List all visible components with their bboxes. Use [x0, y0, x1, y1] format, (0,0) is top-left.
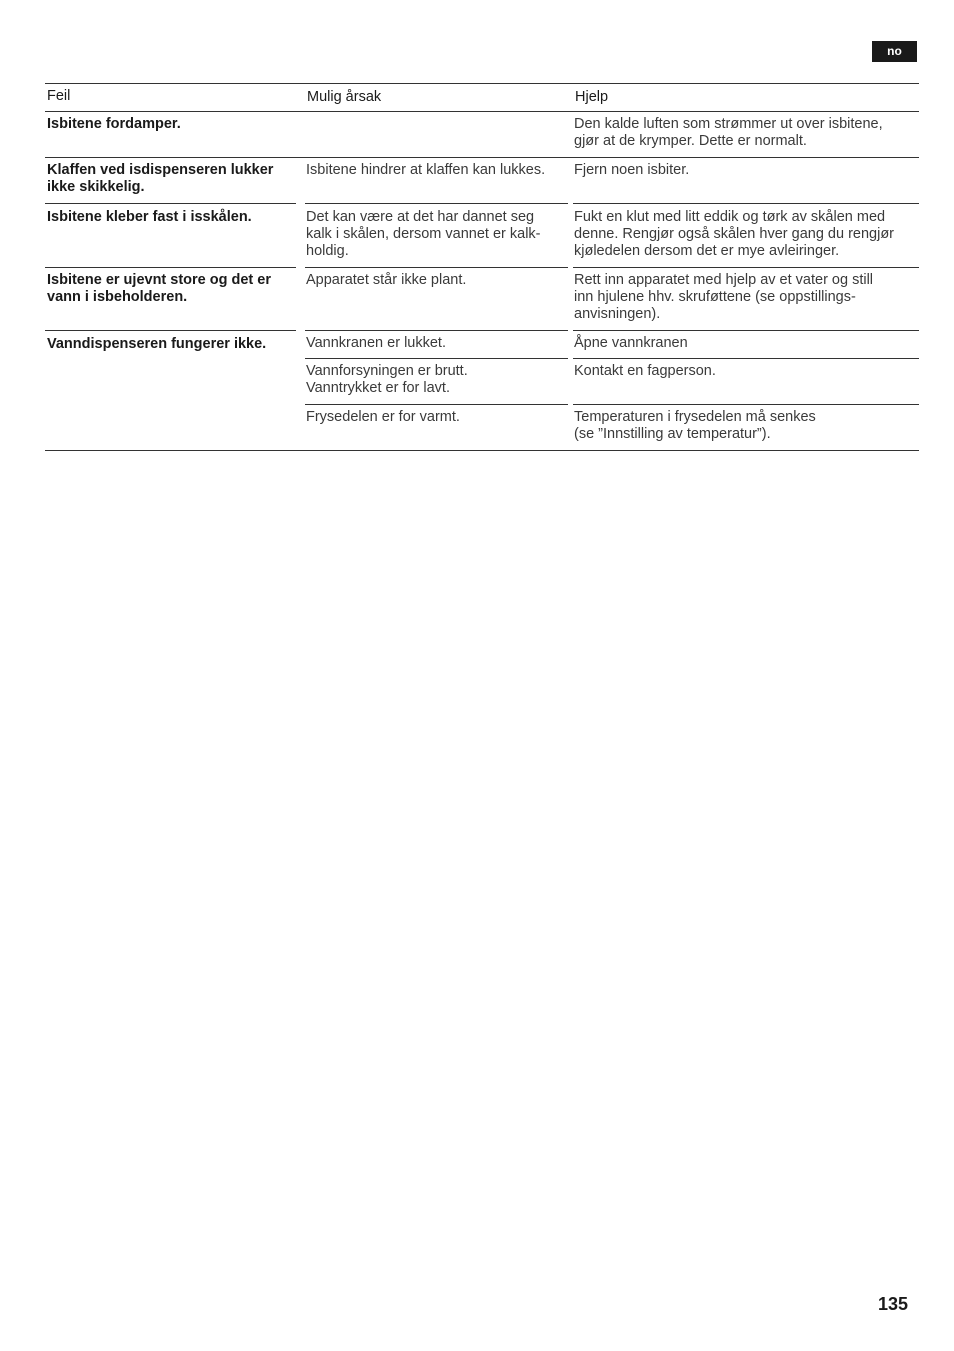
header-help: Hjelp — [575, 89, 609, 105]
help-cell: Kontakt en fagperson. — [574, 363, 716, 379]
help-cell: Temperaturen i frysedelen må senkes (se ”Innstilling av temperatur”). — [574, 409, 816, 442]
table-row — [45, 158, 919, 205]
header-cause: Mulig årsak — [307, 89, 382, 105]
table-row — [45, 268, 919, 331]
table-row — [45, 112, 919, 158]
fault-cell: Isbitene fordamper. — [47, 116, 181, 132]
fault-cell: Klaffen ved isdispenseren lukker ikke skikkelig. — [47, 162, 274, 195]
cause-cell: Vannkranen er lukket. — [306, 335, 446, 351]
table-row — [45, 359, 919, 405]
troubleshooting-table — [45, 83, 919, 451]
row-divider — [305, 203, 568, 204]
language-badge: no — [872, 41, 917, 62]
help-cell: Åpne vannkranen — [574, 335, 688, 351]
fault-cell: Isbitene er ujevnt store og det er vann i isbeholderen. — [47, 272, 271, 305]
help-cell: Rett inn apparatet med hjelp av et vater og still inn hjulene hhv. skruføttene (se oppstillings- anvisningen). — [574, 272, 874, 322]
cause-cell: Isbitene hindrer at klaffen kan lukkes. — [306, 162, 546, 178]
table-row — [45, 405, 919, 451]
cause-cell: Det kan være at det har dannet seg kalk i skålen, dersom vannet er kalk- holdig. — [306, 209, 541, 259]
help-cell: Fjern noen isbiter. — [574, 162, 690, 178]
table-row — [45, 205, 919, 268]
help-cell: Fukt en klut med litt eddik og tørk av skålen med denne. Rengjør også skålen hver gang du rengjør kjøledelen dersom det er mye avleiringer. — [574, 209, 894, 259]
header-fault: Feil — [47, 88, 71, 104]
cause-cell: Vannforsyningen er brutt. Vanntrykket er for lavt. — [306, 363, 468, 396]
cause-cell: Frysedelen er for varmt. — [306, 409, 460, 425]
table-bottom-rule — [45, 450, 919, 451]
cause-cell: Apparatet står ikke plant. — [306, 272, 467, 288]
table-row — [45, 331, 919, 359]
fault-cell: Isbitene kleber fast i isskålen. — [47, 209, 252, 225]
fault-cell: Vanndispenseren fungerer ikke. — [47, 336, 267, 352]
help-cell: Den kalde luften som strømmer ut over isbitene, gjør at de krymper. Dette er normalt. — [574, 116, 883, 149]
table-header — [45, 83, 919, 112]
page-number: 135 — [877, 1294, 908, 1314]
row-divider — [45, 203, 296, 204]
row-divider — [573, 203, 919, 204]
